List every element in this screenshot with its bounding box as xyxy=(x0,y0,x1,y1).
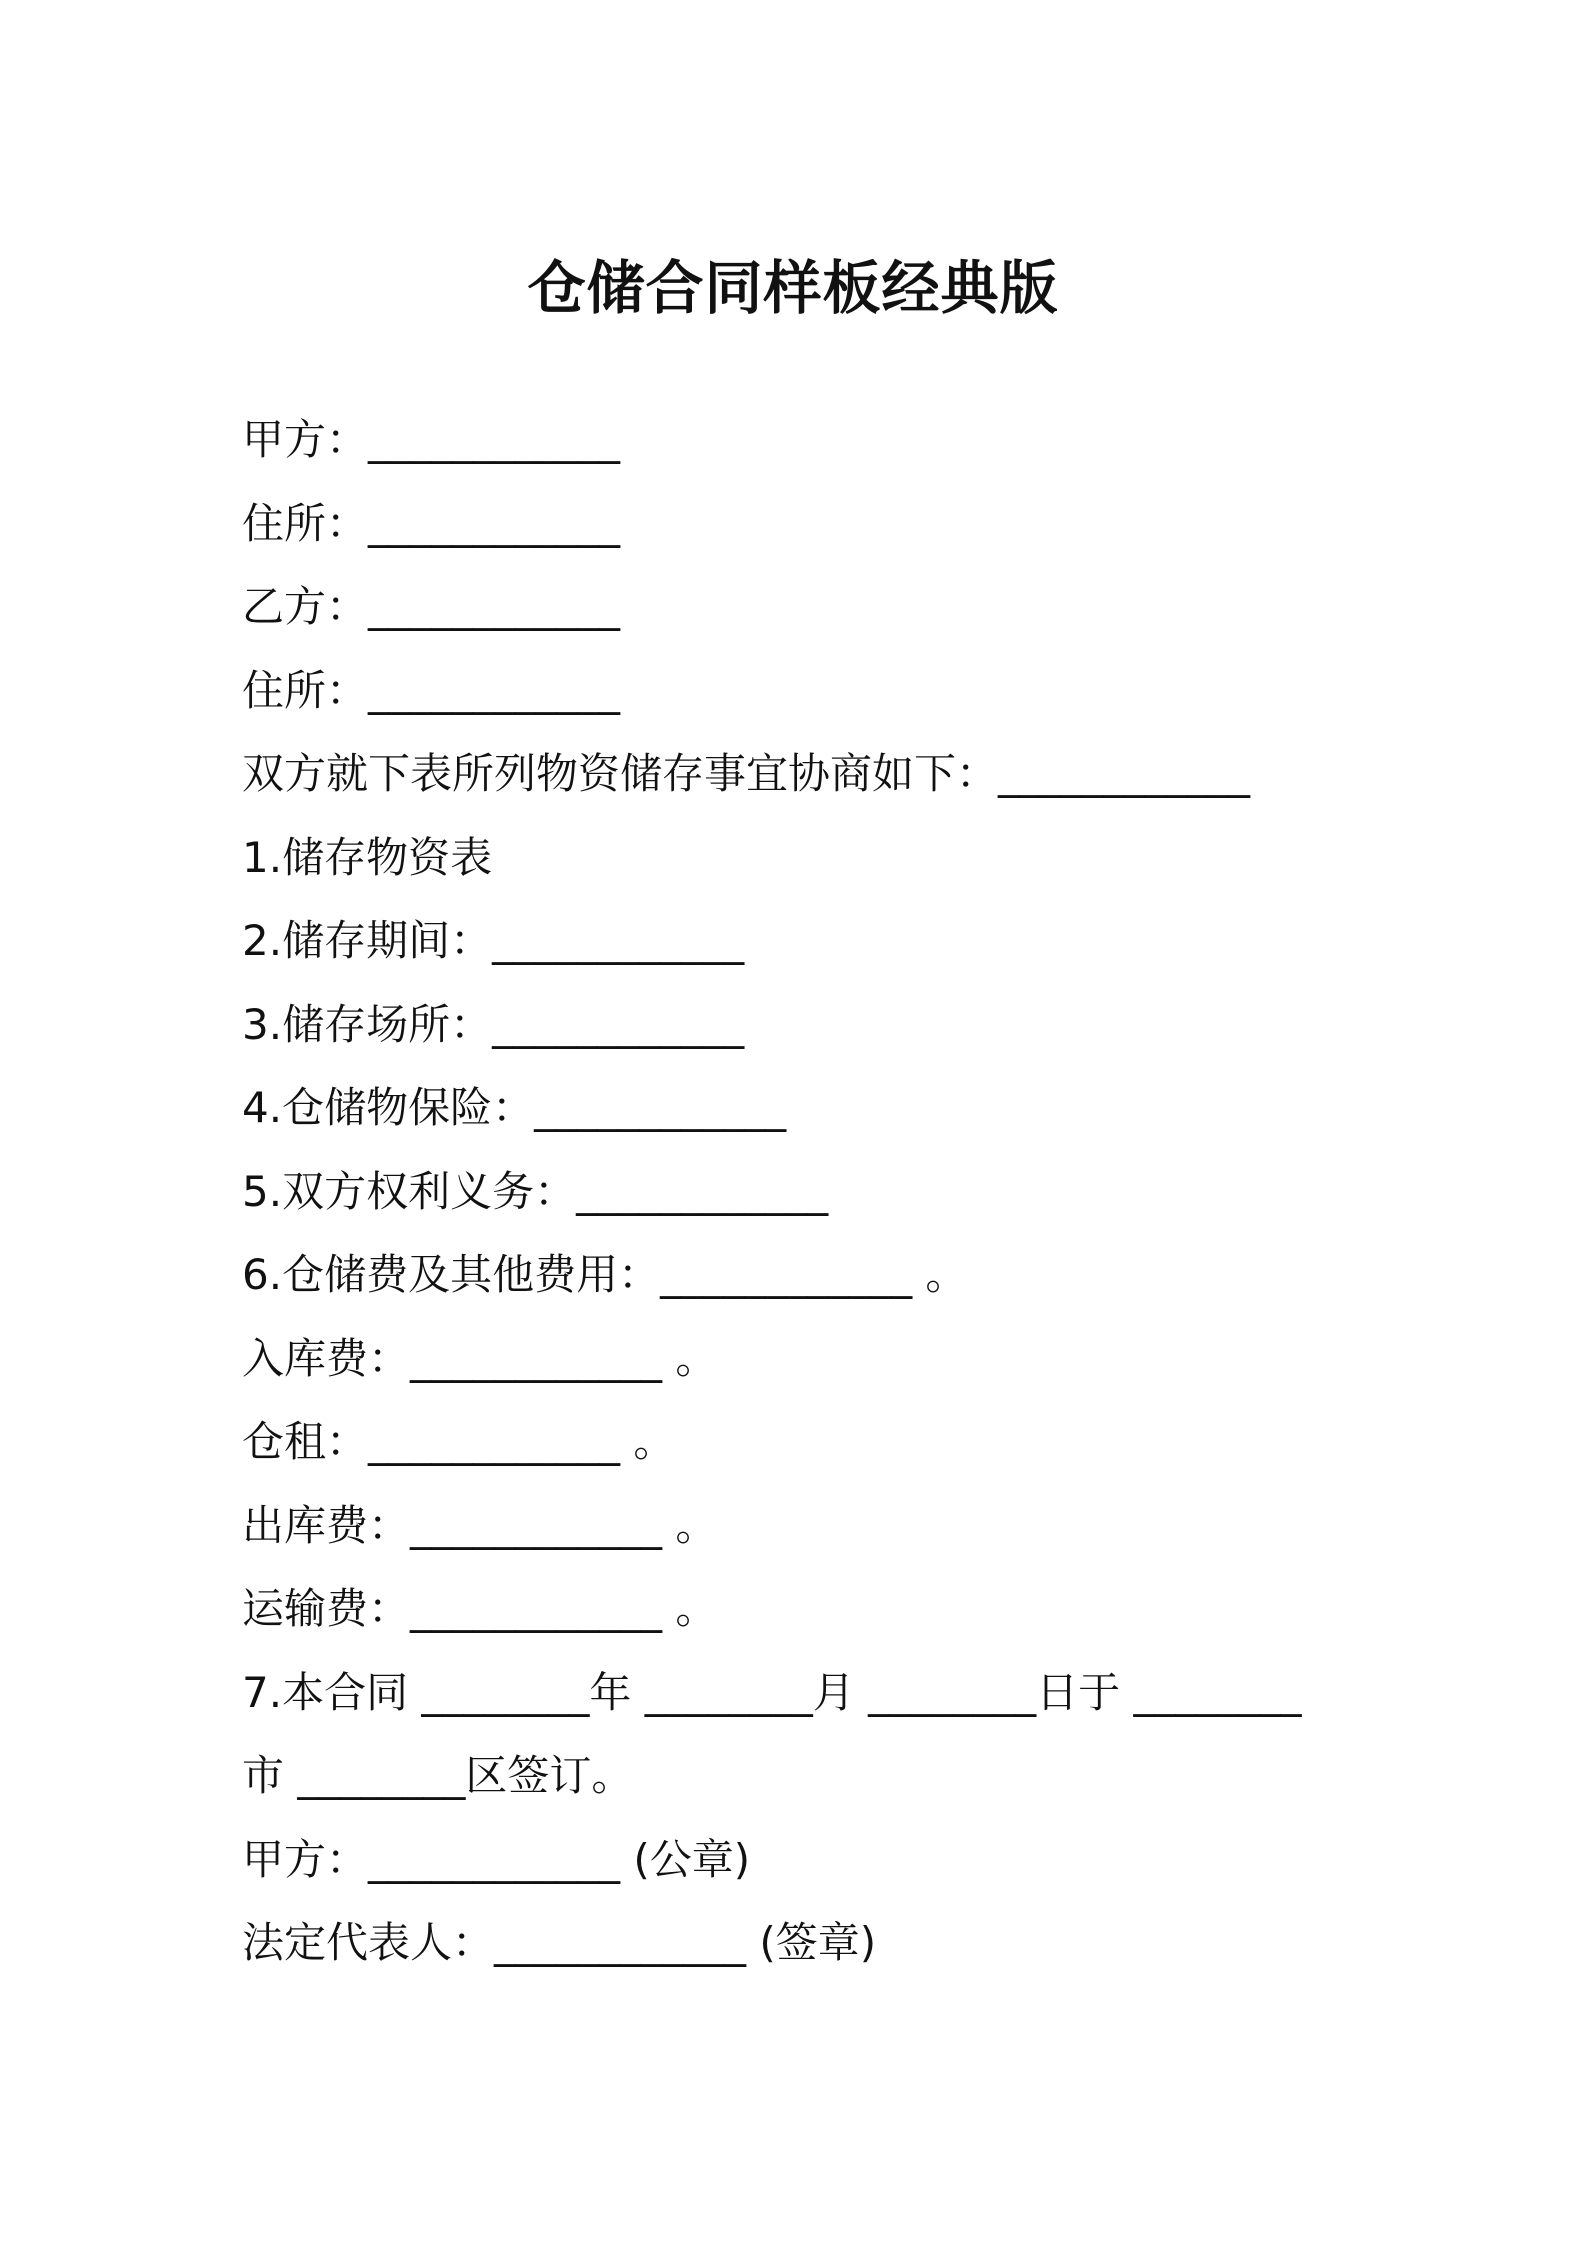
clause-6-line: 6.仓储费及其他费用：____________ 。 xyxy=(242,1250,968,1299)
clause-2-line: 2.储存期间：____________ xyxy=(242,916,745,965)
clause-5-line: 5.双方权利义务：____________ xyxy=(242,1166,829,1216)
clause-3-line: 3.储存场所：____________ xyxy=(242,999,745,1049)
clause-4-line: 4.仓储物保险：____________ xyxy=(242,1083,787,1132)
contract-body xyxy=(242,405,1422,1992)
agreement-intro-line: 双方就下表所列物资储存事宜协商如下：____________ xyxy=(242,749,1251,798)
document-title: 仓储合同样板经典版 xyxy=(527,254,1059,322)
party-b-address-line: 住所：____________ xyxy=(242,665,621,715)
transport-fee-line: 运输费：____________ 。 xyxy=(242,1584,718,1633)
warehouse-rent-line: 仓租：____________ 。 xyxy=(242,1417,676,1466)
party-a-address-line: 住所：____________ xyxy=(242,498,621,548)
inbound-fee-line: 入库费：____________ 。 xyxy=(242,1333,718,1383)
party-a-seal-line: 甲方：____________ (公章) xyxy=(242,1834,751,1884)
outbound-fee-line: 出库费：____________ 。 xyxy=(242,1500,718,1550)
clause-1-line: 1.储存物资表 xyxy=(242,832,493,882)
clause-7-line: 7.本合同 ________年 ________月 ________日于 ________ xyxy=(242,1667,1302,1717)
signing-place-line: 市 ________区签订。 xyxy=(242,1751,634,1800)
party-a-line: 甲方：____________ xyxy=(242,415,621,464)
legal-representative-line: 法定代表人：____________ (签章) xyxy=(242,1918,877,1967)
party-b-line: 乙方：____________ xyxy=(242,582,621,631)
